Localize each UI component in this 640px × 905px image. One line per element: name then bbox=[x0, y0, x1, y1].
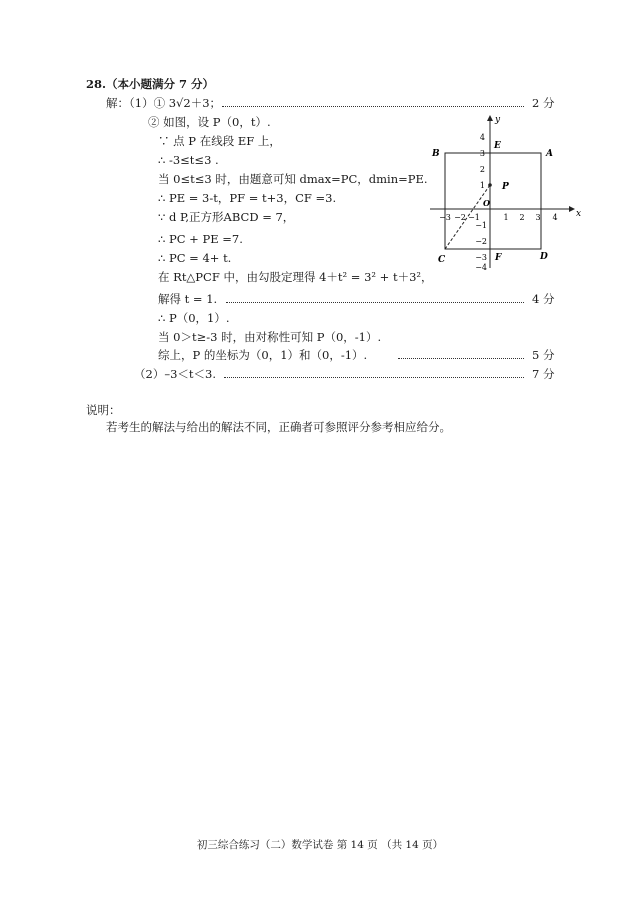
question-number: 28. bbox=[86, 77, 107, 91]
solution-line-5: 当 0≤t≤3 时，由题意可知 dmax=PC，dmin=PE. bbox=[158, 172, 428, 186]
x-tick-label: 1 bbox=[503, 213, 509, 222]
note-text: 若考生的解法与给出的解法不同，正确者可参照评分参考相应给分。 bbox=[106, 420, 451, 434]
solution-line-2: ② 如图，设 P（0，t）. bbox=[148, 115, 271, 129]
solution-line-3: ∵ 点 P 在线段 EF 上， bbox=[158, 134, 281, 148]
solution-line-1 bbox=[106, 95, 221, 111]
note-title: 说明： bbox=[86, 403, 121, 417]
score-5: 5 分 bbox=[532, 348, 555, 362]
dotted-leader-4 bbox=[226, 302, 524, 303]
y-tick-label: 1 bbox=[479, 181, 485, 190]
score-4: 4 分 bbox=[532, 292, 555, 306]
solution-line-10: 在 Rt△PCF 中，由勾股定理得 4＋t² = 3² + t＋3²， bbox=[158, 270, 433, 284]
solution-line-13: 当 0＞t≥-3 时，由对称性可知 P（0，-1）. bbox=[158, 330, 382, 344]
solution-line-15: （2）–3＜t＜3. bbox=[134, 367, 216, 381]
y-tick-label: 3 bbox=[479, 149, 485, 158]
dotted-leader-5 bbox=[398, 358, 524, 359]
label-c: C bbox=[438, 255, 446, 265]
coordinate-figure bbox=[428, 112, 588, 272]
origin-label: O bbox=[483, 198, 490, 208]
label-e: E bbox=[494, 141, 501, 151]
dotted-leader-1 bbox=[222, 106, 524, 107]
square-abcd bbox=[445, 153, 541, 249]
solution-line-8: ∴ PC + PE =7. bbox=[158, 232, 243, 246]
x-axis-label: x bbox=[576, 209, 582, 219]
x-tick-label: 3 bbox=[535, 213, 541, 222]
question-header bbox=[86, 76, 214, 92]
solution-line-11: 解得 t = 1. bbox=[158, 292, 218, 306]
x-tick-label: −3 bbox=[439, 213, 451, 222]
y-axis-label: y bbox=[495, 115, 501, 125]
answer-value: 3√2＋3； bbox=[168, 96, 222, 110]
label-b: B bbox=[432, 149, 440, 159]
y-tick-label: −1 bbox=[475, 221, 487, 230]
y-tick-label: −4 bbox=[475, 263, 487, 272]
solution-line-9: ∴ PC = 4+ t. bbox=[158, 251, 232, 265]
x-tick-label: −1 bbox=[468, 213, 480, 222]
solution-line-6: ∴ PE = 3-t，PF = t+3，CF =3. bbox=[158, 191, 337, 205]
solution-label: 解：（1）① bbox=[106, 96, 166, 110]
label-f: F bbox=[495, 253, 502, 263]
x-tick-label: 2 bbox=[519, 213, 525, 222]
solution-line-12: ∴ P（0，1）. bbox=[158, 311, 230, 325]
label-a: A bbox=[546, 149, 553, 159]
solution-line-4: ∴ -3≤t≤3 . bbox=[158, 153, 219, 167]
question-title: （本小题满分 7 分） bbox=[106, 77, 215, 91]
score-7: 7 分 bbox=[532, 367, 555, 381]
y-tick-label: −3 bbox=[475, 253, 487, 262]
solution-line-7: ∵ d P,正方形ABCD = 7， bbox=[158, 210, 295, 224]
point-p bbox=[488, 183, 492, 187]
label-d: D bbox=[540, 252, 548, 262]
y-tick-label: 2 bbox=[479, 165, 485, 174]
y-tick-label: −2 bbox=[475, 237, 487, 246]
dotted-leader-7 bbox=[224, 377, 524, 378]
score-2: 2 分 bbox=[532, 96, 555, 110]
solution-line-14: 综上，P 的坐标为（0，1）和（0，-1）. bbox=[158, 348, 368, 362]
label-p: P bbox=[502, 182, 509, 192]
x-tick-label: −2 bbox=[454, 213, 466, 222]
x-tick-label: 4 bbox=[552, 213, 558, 222]
y-tick-label: 4 bbox=[479, 133, 485, 142]
page-footer: 初三综合练习（二）数学试卷 第 14 页 （共 14 页） bbox=[196, 839, 444, 851]
